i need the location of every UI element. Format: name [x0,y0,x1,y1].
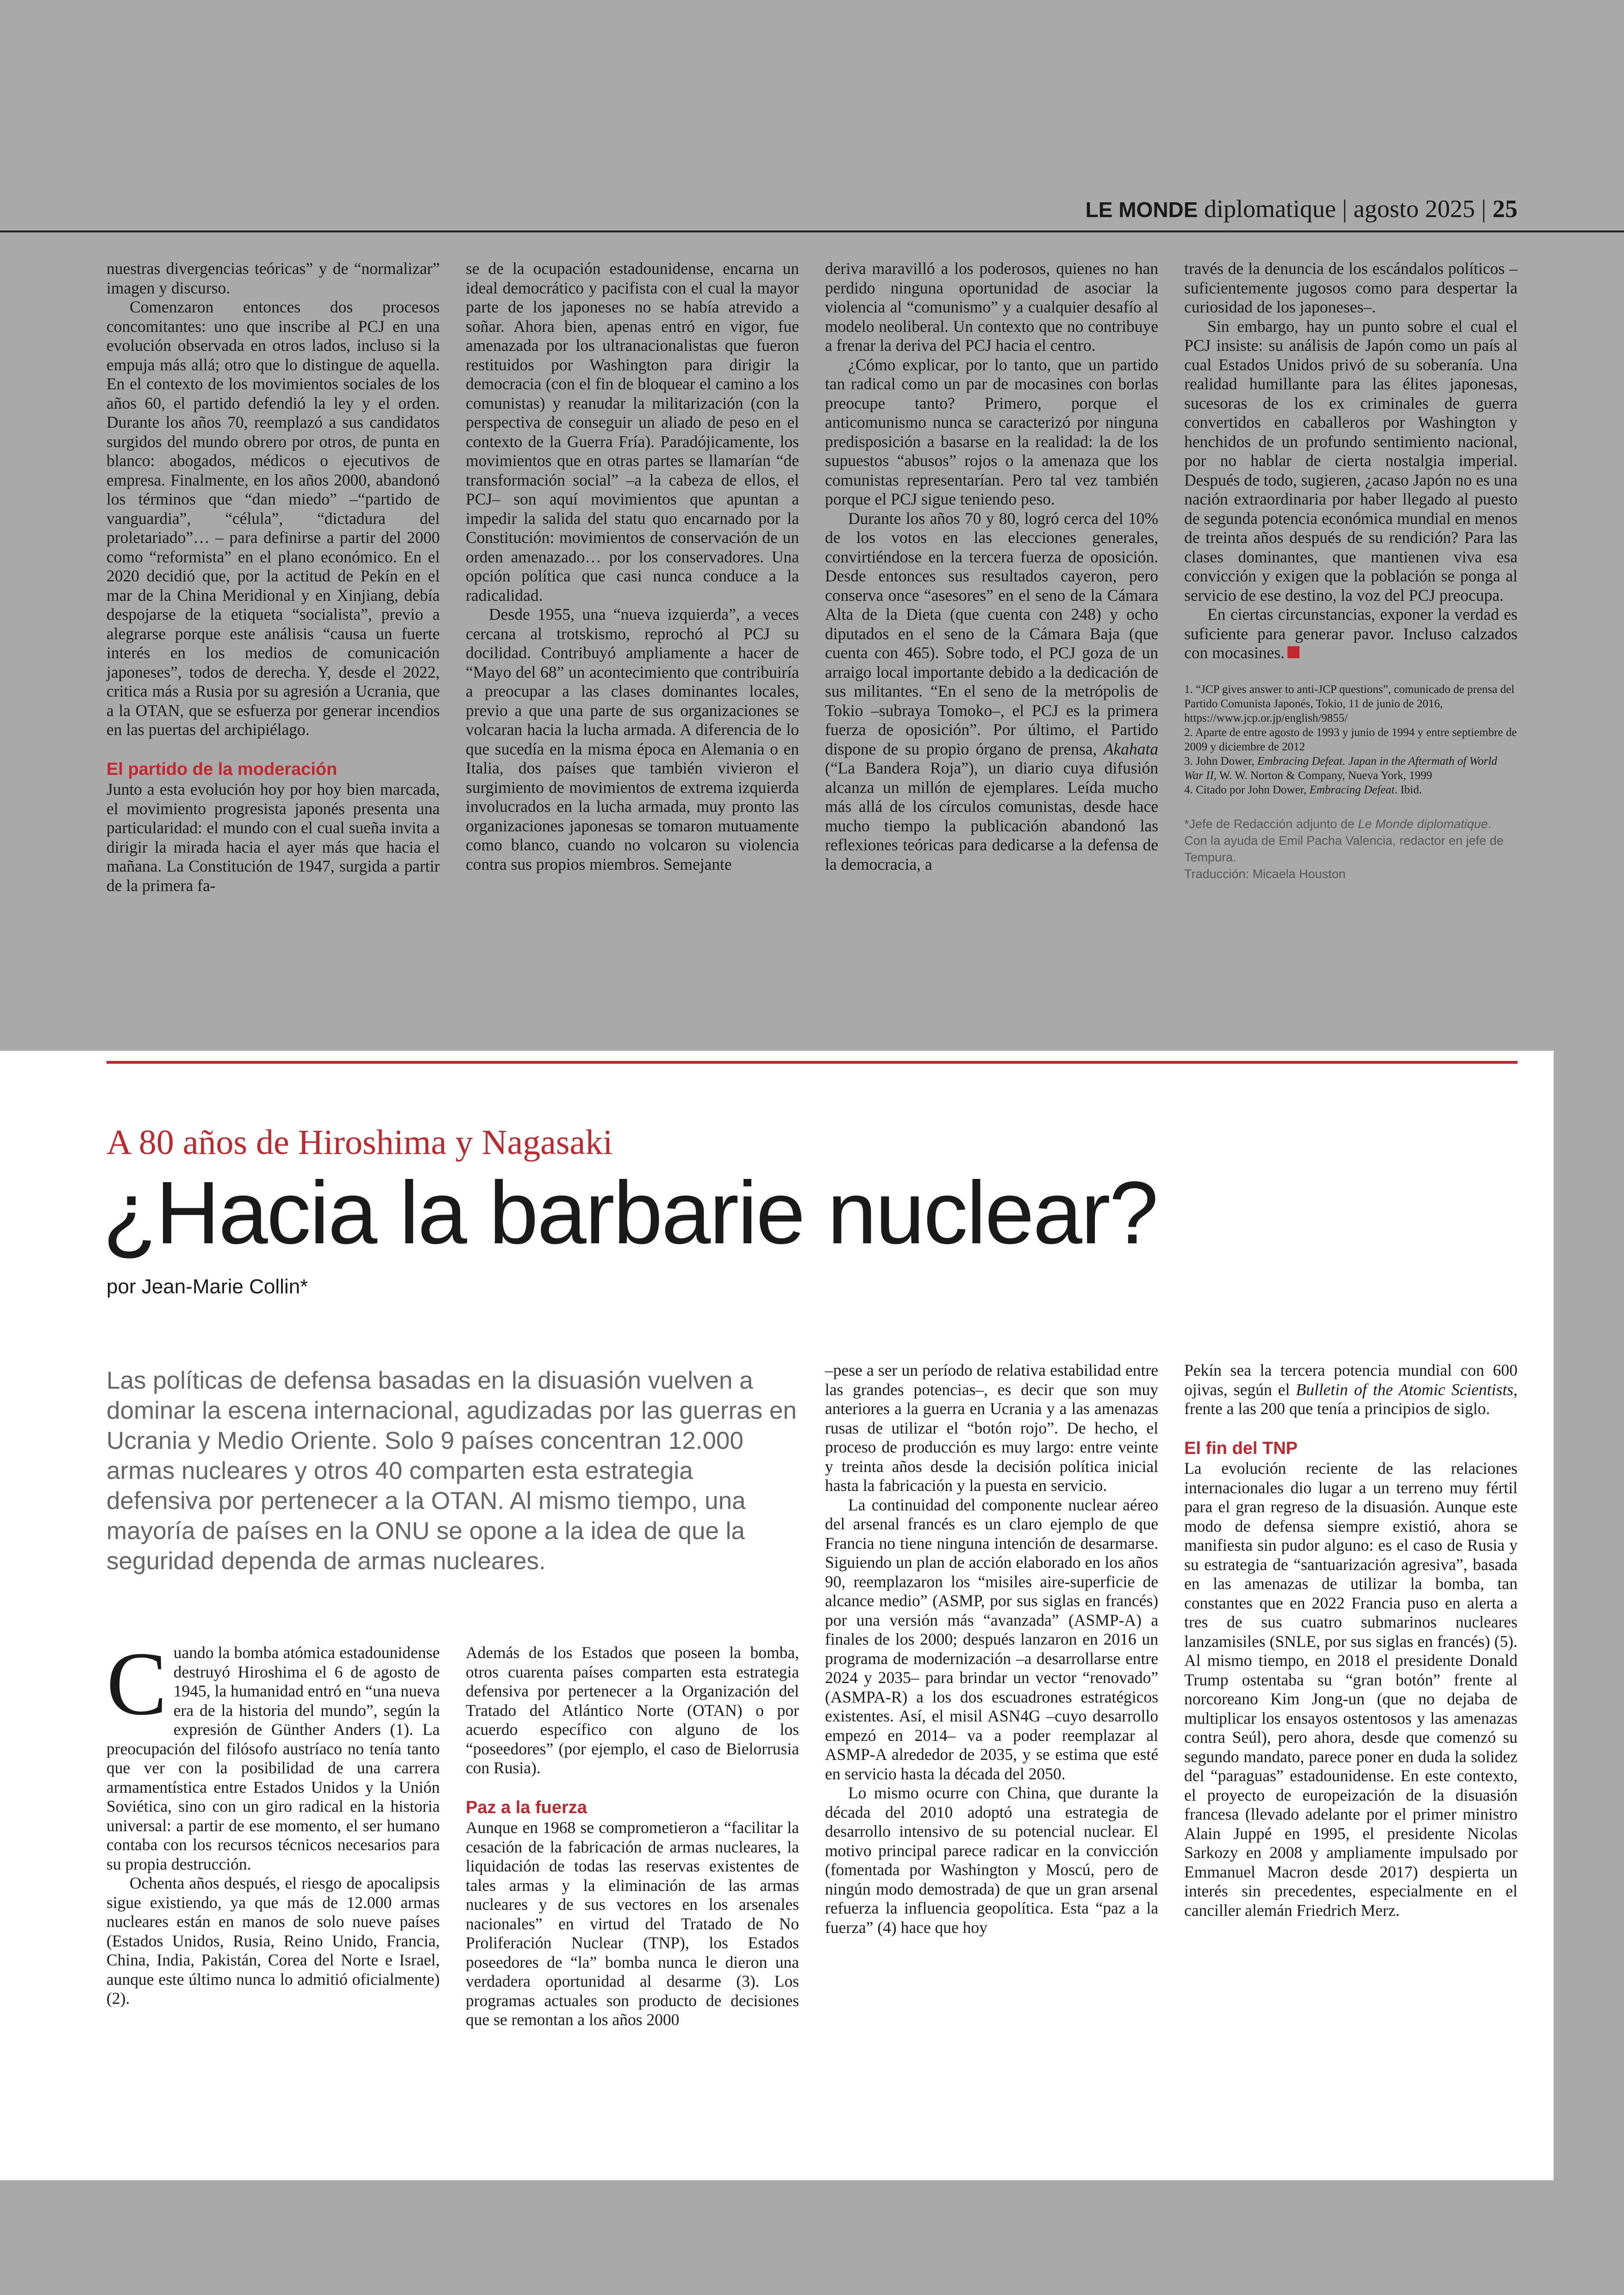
page-number: 25 [1493,195,1518,223]
paragraph: Comenzaron entonces dos procesos concomitantes: uno que inscribe al PCJ en una evolución observada en otros lados, incluso si la empuja más allá; otro que lo distingue de aquella. En el contexto de los movimientos sociales de los años 60, el partido defendió la ley y el orden. Durante los años 70, reemplazó a sus candidatos surgidos del mundo obrero por otros, de punta en blanco: abogados, médicos o ejecutivos de empresa. Finalmente, en los años 2000, abandonó los términos que “dan miedo” –“partido de vanguardia”, “célula”, “dictadura del proletariado”… – para definirse a partir del 2000 como “reformista” en el plano económico. En el 2020 decidió que, por la actitud de Pekín en el mar de la China Meridional y en Xinjiang, debía despojarse de la etiqueta “socialista”, previo a alegrarse porque este análisis “causa un fuerte interés en los medios de comunicación japoneses”, todos de derecha. Y, desde el 2022, critica más a Rusia por su agresión a Ucrania, que a la OTAN, que se esfuerza por generar incendios en las puertas del archipiélago. [106,298,440,739]
book-title: Embracing Defeat [1309,783,1395,796]
paragraph: Además de los Estados que poseen la bomba, otros cuarenta países comparten esta estrategia defensiva por pertenecer a la Organización del Tratado del Atlántico Norte (OTAN) o por acuerdo específico con alguno de los “poseedores” (por ejemplo, el caso de Bielorrusia con Rusia). [466,1643,799,1777]
paragraph: –pese a ser un período de relativa estabilidad entre las grandes potencias–, es decir que son muy anteriores a la guerra en Ucrania y a las amenazas rusas de utilizar el “botón rojo”. De hecho, el proceso de producción es muy largo: entre veinte y treinta años desde la decisión política inicial hasta la fabricación y la puesta en servicio. [825,1361,1158,1495]
text: , W. W. Norton & Company, Nueva York, 1999 [1213,769,1432,782]
drop-cap: C [106,1634,167,1734]
text: (“La Bandera Roja”), un diario cuya difusión alcanza un millón de ejemplares. Leída mucho más allá de los círculos comunistas, desde hace mucho tiempo la publicación abandonó las reflexiones teóricas para dedicarse a la defensa de la democracia, a [825,759,1158,873]
article-lead: Las políticas de defensa basadas en la disuasión vuelven a dominar la escena internacional, agudizadas por las guerras en Ucrania y Medio Oriente. Solo 9 países concentran 12.000 armas nucleares y otros 40 comparten esta estrategia defensiva por pertenecer a la OTAN. Al mismo tiempo, una mayoría de países en la ONU se opone a la idea de que la seguridad dependa de armas nucleares. [106,1367,797,1575]
article-kicker: A 80 años de Hiroshima y Nagasaki [106,1123,613,1162]
prev-column-1 [106,259,440,895]
masthead-date: | agosto 2025 | [1336,195,1493,223]
paragraph [1184,1361,1518,1419]
text: , frente a las 200 que tenía a principios de siglo. [1184,1380,1518,1418]
paragraph: se de la ocupación estadounidense, encarna un ideal democrático y pacifista con el cual la mayor parte de los japoneses no se había atrevido a soñar. Ahora bien, apenas entró en vigor, fue amenazada por los ultranacionalistas que fueron restituidos por Washington para dirigir la democracia (con el fin de bloquear el camino a los comunistas) y reanudar la militarización (con la perspectiva de conseguir un aliado de peso en el contexto de la Guerra Fría). Paradójicamente, los movimientos que en otras partes se llamarían “de transformación social” –a la cabeza de ellos, el PCJ– son aquí movimientos que apuntan a impedir la salida del statu quo encarnado por la Constitución: movimientos de conservación de un orden amenazado… por los conservadores. Una opción política que casi nunca conduce a la radicalidad. [466,259,799,605]
masthead-publication: diplomatique [1198,195,1336,223]
text: En ciertas circunstancias, exponer la verdad es suficiente para generar pavor. Incluso calzados con mocasines. [1184,605,1518,662]
paragraph [1184,605,1518,663]
previous-article [106,259,1518,1009]
masthead-brand: LE MONDE [1085,198,1198,222]
text: Durante los años 70 y 80, logró cerca del 10% de los votos en las elecciones generales, convirtiéndose en la tercera fuerza de oposición. Desde entonces sus resultados cayeron, pero conserva once “asesores” en el seno de la Cámara Alta de la Dieta (que cuenta con 248) y ocho diputados en el seno de la Cámara Baja (que cuenta con 465). Sobre todo, el PCJ goza de un arraigo local importante debido a la dedicación de sus militantes. “En el seno de la metrópolis de Tokio –subraya Tomoko–, el PCJ es la primera fuerza de oposición”. Por último, el Partido dispone de su propio órgano de prensa, [825,509,1158,758]
translation-credit: Traducción: Micaela Houston [1184,867,1346,881]
newspaper-name: Akahata [1103,739,1158,758]
paragraph [106,1634,440,1874]
footnote-4 [1184,783,1518,797]
masthead [1086,194,1518,223]
end-mark [1287,646,1299,658]
section-rule [106,1061,1518,1064]
footnote-2: 2. Aparte de entre agosto de 1993 y junio de 1994 y entre septiembre de 2009 y diciembre de 2012 [1184,726,1517,753]
paragraph: Aunque en 1968 se comprometieron a “facilitar la cesación de la fabricación de armas nucleares, la liquidación de todas las reservas existentes de tales armas y la eliminación de las armas nucleares y de sus vectores en los arsenales nacionales” en virtud del Tratado de No Proliferación Nuclear (TNP), los Estados poseedores de “la” bomba nunca le dieron una verdadera oportunidad al desarme (3). Los programas actuales son producto de decisiones que se remontan a los años 2000 [466,1818,799,2029]
prev-column-2 [466,259,799,874]
article-column-1 [106,1634,440,2008]
paragraph: La evolución reciente de las relaciones internacionales dio lugar a un terreno muy fértil para el gran regreso de la disuasión. Aunque este modo de defensa siempre existió, ahora se manifiesta sin pudor alguno: es el caso de Rusia y su estrategia de “santuarización agresiva”, basada en las amenazas de utilizar la bomba, tan constantes que en 2022 Francia puso en alerta a tres de sus cuatro submarinos nucleares lanzamisiles (SNLE, por sus siglas en francés) (5). Al mismo tiempo, en 2018 el presidente Donald Trump ostentaba su “gran botón” frente al norcoreano Kim Jong-un (que no dejaba de multiplicar los ensayos ostentosos y las amenazas contra Seúl), pero ahora, desde que comenzó su segundo mandato, parece poner en duda la solidez del “paraguas” estadounidense. En este contexto, el proyecto de europeización de la disuasión francesa (llevado adelante por el primer ministro Alain Juppé en 1995, el presidente Nicolas Sarkozy en 2008 y ampliamente impulsado por Emmanuel Macron desde 2017) despierta un interés sin precedentes, especialmente en el canciller alemán Friedrich Merz. [1184,1459,1518,1920]
paragraph: Ochenta años después, el riesgo de apocalipsis sigue existiendo, ya que más de 12.000 armas nucleares están en manos de solo nueve países (Estados Unidos, Rusia, Reino Unido, Francia, China, India, Pakistán, Corea del Norte e Israel, aunque este último nunca lo admitió oficialmente) (2). [106,1874,440,2008]
paragraph: La continuidad del componente nuclear aéreo del arsenal francés es un claro ejemplo de que Francia no tiene ninguna intención de desarmarse. Siguiendo un plan de acción elaborado en los años 90, reemplazaron los “misiles aire-superficie de alcance medio” (ASMP, por sus siglas en francés) por una versión más “avanzada” (ASMP-A) a finales de los 2000; después lanzaron en 2016 un programa de modernización –a desarrollarse entre 2024 y 2035– para brindar un vector “renovado” (ASMPA-R) a los dos escuadrones estratégicos existentes. Así, el misil ASN4G –cuyo desarrollo empezó en 2014– va a poder reemplazar al ASMP-A alrededor de 2035, y se estima que esté en servicio hasta la década del 2050. [825,1495,1158,1783]
article-byline: por Jean-Marie Collin* [106,1275,308,1298]
paragraph: Junto a esta evolución hoy por hoy bien marcada, el movimiento progresista japonés presenta una particularidad: el mundo con el cual sueña invita a dirigir la mirada hacia el ayer más que hacia el mañana. La Constitución de 1947, surgida a partir de la primera fa- [106,780,440,895]
text: uando la bomba atómica estadounidense destruyó Hiroshima el 6 de agosto de 1945, la humanidad entró en “una nueva era de la historia del mundo”, según la expresión de Günther Anders (1). La preocupación del filósofo austríaco no tenía tanto que ver con la posibilidad de una carrera armamentística entre Estados Unidos y la Unión Soviética, sino con un giro radical en la historia universal: a partir de ese momento, el ser humano contaba con los recursos técnicos necesarios para su propia destrucción. [106,1643,440,1873]
footnote-3 [1184,754,1518,783]
paragraph: nuestras divergencias teóricas” y de “normalizar” imagen y discurso. [106,259,440,297]
paragraph: ¿Cómo explicar, por lo tanto, que un partido tan radical como un par de mocasines con borlas preocupe tanto? Primero, porque el anticomunismo nunca se caracterizó por ninguna predisposición a basarse en la realidad: la de los supuestos “abusos” rojos o la amenaza que los comunistas representarían. Pero tal vez también porque el PCJ sigue teniendo peso. [825,355,1158,508]
publication-name: Bulletin of the Atomic Scientists [1296,1380,1514,1399]
subheading: Paz a la fuerza [466,1797,587,1817]
article-column-3 [825,1361,1158,1937]
paragraph [825,509,1158,874]
credit-line [1184,816,1518,866]
text: Pekín sea la tercera potencia mundial con 600 ojivas, según el [1184,1361,1518,1399]
paragraph: Lo mismo ocurre con China, que durante la década del 2010 adoptó una estrategia de desarrollo intensivo de su potencial nuclear. El motivo principal parece radicar en la convicción (fomentada por Washington y Moscú, pero de ningún modo demostrada) de que un gran arsenal refuerza la influencia geopolítica. Esta “paz a la fuerza” (4) hace que hoy [825,1784,1158,1937]
text: . Ibid. [1394,783,1422,796]
author-credits [1184,816,1518,882]
subheading: El fin del TNP [1184,1438,1298,1458]
subheading: El partido de la moderación [106,759,337,779]
header-rule [0,231,1624,232]
text: *Jefe de Redacción adjunto de [1184,817,1358,831]
text: 3. John Dower, [1184,755,1258,767]
article-column-2 [466,1643,799,2030]
prev-column-4 [1184,259,1518,882]
page-header [0,194,1624,231]
footnotes [1184,682,1518,797]
book-title: Embracing Defeat. Japan in the Aftermath of World War II [1184,755,1498,782]
article-column-4 [1184,1361,1518,1920]
article-title: ¿Hacia la barbarie nuclear? [103,1163,1157,1262]
footnote-1: 1. “JCP gives answer to anti-JCP questions”, comunicado de prensa del Partido Comunista Japonés, Tokio, 11 de junio de 2016, https://www.jcp.or.jp/english/9855/ [1184,683,1515,724]
paragraph: Sin embargo, hay un punto sobre el cual el PCJ insiste: su análisis de Japón como un país al cual Estados Unidos privó de su soberanía. Una realidad humillante para las élites japonesas, sucesoras de los ex criminales de guerra convertidos en caballeros por Washington y henchidos de un profundo sentimiento nacional, por no hablar de cierta nostalgia imperial. Después de todo, sugieren, ¿acaso Japón no es una nación extraordinaria por haber llegado al puesto de segunda potencia económica mundial en menos de treinta años después de su rendición? Para las clases dominantes, que mantienen viva esa convicción y exigen que la población se ponga al servicio de ese destino, la voz del PCJ preocupa. [1184,317,1518,605]
paragraph: deriva maravilló a los poderosos, quienes no han perdido ninguna oportunidad de asociar la violencia al “comunismo” y a cualquier desafío al modelo neoliberal. Un contexto que no contribuye a frenar la deriva del PCJ hacia el centro. [825,259,1158,355]
paragraph: través de la denuncia de los escándalos políticos –suficientemente jugosos como para despertar la curiosidad de los japoneses–. [1184,259,1518,316]
text: . Con la ayuda de Emil Pacha Valencia, redactor en jefe de Tempura. [1184,817,1504,864]
prev-column-3 [825,259,1158,874]
new-article [0,1051,1554,2180]
text: 4. Citado por John Dower, [1184,783,1310,796]
paragraph: Desde 1955, una “nueva izquierda”, a veces cercana al trotskismo, reprochó al PCJ su docilidad. Contribuyó ampliamente a hacer de “Mayo del 68” un acontecimiento que contribuiría a preocupar a las clases dominantes locales, previo a que una parte de sus organizaciones se volcaran hacia la lucha armada. A diferencia de lo que sucedía en la misma época en Alemania o en Italia, dos países que también vivieron el surgimiento de movimientos de extrema izquierda involucrados en la lucha armada, muy pronto las organizaciones japonesas se tomaron mutuamente como blanco, cuando no volcaron su violencia contra sus propios miembros. Semejante [466,605,799,873]
publication-name: Le Monde diplomatique [1358,817,1488,831]
